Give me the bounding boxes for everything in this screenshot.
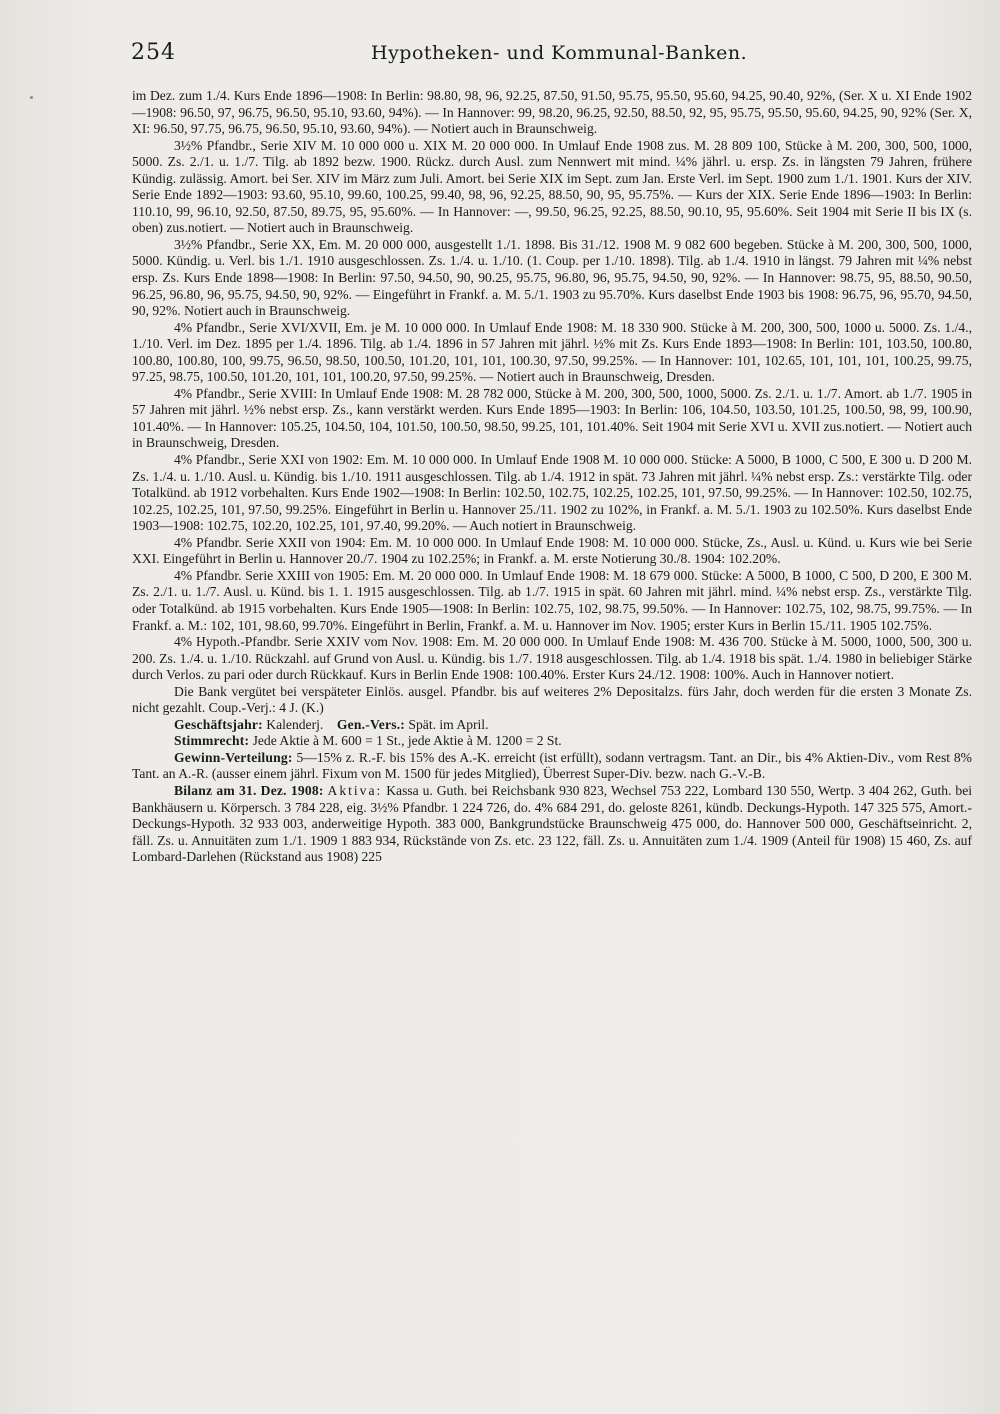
page-edge-shadow xyxy=(978,0,1000,1414)
page-header xyxy=(131,40,981,72)
body-text xyxy=(132,88,972,866)
section-text: Spät. im April. xyxy=(405,716,489,732)
section-bilanz xyxy=(132,783,972,866)
paragraph-pfandbr-xxi: 4% Pfandbr., Serie XXI von 1902: Em. M. 10 000 000. In Umlauf Ende 1908 M. 10 000 000. Stücke: A 5000, B 1000, C 500, E 300 u. D 200 M. Zs. 1./4. u. 1./10. Ausl. u. Kündig. bis 1./10. 1911 ausgeschlossen. Tilg. ab 1./4. 1912 in spät. 73 Jahren mit jährl. ¼% nebst ersp. Zs.: verstärkte Tilg. oder Totalkünd. ab 1912 vorbehalten. Kurs Ende 1902—1908: In Berlin: 102.50, 102.75, 102.25, 102.25, 101, 97.50, 99.25%. — In Hannover: 102.50, 102.75, 102.25, 102.25, 101, 97.50, 99.25%. Eingeführt in Berlin u. Hannover 25./11. 1902 zu 102%, in Frankf. a. M. 5./1. 1903 zu 102.50%. Kurs daselbst Ende 1903—1908: 102.75, 102.20, 102.25, 101, 97.40, 99.20%. — Auch notiert in Braunschweig. xyxy=(132,452,972,534)
aktiva-label: Aktiva: xyxy=(327,782,383,798)
section-text: Jede Aktie à M. 600 = 1 St., jede Aktie à M. 1200 = 2 St. xyxy=(249,733,562,749)
paragraph-pfandbr-xvi-xvii: 4% Pfandbr., Serie XVI/XVII, Em. je M. 10 000 000. In Umlauf Ende 1908: M. 18 330 900. Stücke à M. 200, 300, 500, 1000 u. 5000. Zs. 1./4., 1./10. Verl. im Dez. 1895 per 1./4. 1896. Tilg. ab 1./4. 1896 in 57 Jahren mit jährl. ½% mit Zs. Kurs Ende 1893—1908: In Berlin: 101, 103.50, 100.80, 100.80, 100.80, 100, 99.75, 96.50, 98.50, 100.50, 101.20, 101, 101, 100.30, 97.50, 99.25%. — In Hannover: 101, 102.65, 101, 101, 101, 100.25, 99.75, 97.25, 98.75, 100.50, 101.20, 101, 101, 100.20, 97.50, 99.25%. — Notiert auch in Braunschweig, Dresden. xyxy=(132,319,972,385)
paragraph-pfandbr-xviii: 4% Pfandbr., Serie XVIII: In Umlauf Ende 1908: M. 28 782 000, Stücke à M. 200, 300, 500, 1000, 5000. Zs. 2./1. u. 1./7. Amort. ab 1./7. 1905 in 57 Jahren mit jährl. ½% nebst ersp. Zs., kann verstärkt werden. Kurs Ende 1895—1903: In Berlin: 106, 104.50, 103.50, 101.25, 100.50, 98, 99, 100.90, 101.40%. — In Hannover: 105.25, 104.50, 104, 101.50, 100.50, 98.50, 99.25, 101, 101.40%. Seit 1904 mit Serie XVI u. XVII zus.notiert. — Notiert auch in Braunschweig, Dresden. xyxy=(132,385,972,451)
section-label: Stimmrecht: xyxy=(174,733,250,749)
section-label: Gewinn-Verteilung: xyxy=(174,749,293,765)
paragraph-einloesung: Die Bank vergütet bei verspäteter Einlös. ausgel. Pfandbr. bis auf weiteres 2% Depositalzs. fürs Jahr, doch werden für die ersten 3 Monate Zs. nicht gezahlt. Coup.-Verj.: 4 J. (K.) xyxy=(132,683,972,716)
section-label: Geschäftsjahr: xyxy=(174,716,263,732)
page-number: 254 xyxy=(131,40,176,65)
section-text: 5—15% z. R.-F. bis 15% des A.-K. erreicht (ist erfüllt), sodann vertragsm. Tant. an Dir., bis 4% Aktien-Div., vom Rest 8% Tant. an A.-R. (ausser einem jährl. Fixum von M. 1500 für jedes Mitglied), Überrest Super-Div. bezw. nach G.-V.-B. xyxy=(132,749,972,782)
paragraph-pfandbr-xxii: 4% Pfandbr. Serie XXII von 1904: Em. M. 10 000 000. In Umlauf Ende 1908: M. 10 000 000. Stücke, Zs., Ausl. u. Künd. u. Kurs wie bei Serie XXI. Eingeführt in Berlin u. Hannover 20./7. 1904 zu 102.25%; in Frankf. a. M. erste Notierung 30./8. 1904: 102.20%. xyxy=(132,534,972,567)
section-label: Bilanz am 31. Dez. 1908: xyxy=(174,782,324,798)
running-title: Hypotheken- und Kommunal-Banken. xyxy=(371,42,748,64)
paragraph-pfandbr-xiv-xix: 3½% Pfandbr., Serie XIV M. 10 000 000 u. XIX M. 20 000 000. In Umlauf Ende 1908 zus. M. 28 809 100, Stücke à M. 200, 300, 500, 1000, 5000. Zs. 2./1. u. 1./7. Tilg. ab 1892 bezw. 1900. Rückz. durch Ausl. zum Nennwert mit mind. ¼% jährl. u. ersp. Zs. in längsten 79 Jahren, frühere Kündig. zulässig. Amort. bei Ser. XIV im März zum Juli. Amort. bei Serie XIX im Sept. zum Jan. Erste Verl. im Sept. 1900 zum 1./1. 1901. Kurs der XIV. Serie Ende 1892—1903: 93.60, 95.10, 99.60, 100.25, 99.40, 98, 96, 92.25, 88.50, 90, 95, 95.75%. — Kurs der XIX. Serie Ende 1896—1903: In Berlin: 110.10, 99, 96.10, 92.50, 87.50, 89.75, 95, 95.60%. — In Hannover: —, 99.50, 96.25, 92.25, 88.50, 90.10, 95, 95.60%. Seit 1904 mit Serie II bis IX (s. oben) zus.notiert. — Notiert auch in Braunschweig. xyxy=(132,137,972,236)
section-geschaeftsjahr xyxy=(132,717,972,734)
section-gewinn-verteilung xyxy=(132,750,972,783)
section-text: Kassa u. Guth. bei Reichsbank 930 823, Wechsel 753 222, Lombard 130 550, Wertp. 3 404 262, Guth. bei Bankhäusern u. Körpersch. 3 784 228, eig. 3½% Pfandbr. 1 224 726, do. 4% 684 291, do. geloste 8261, kündb. Deckungs-Hypoth. 147 325 575, Amort.-Deckungs-Hypoth. 32 933 003, anderweitige Hypoth. 383 000, Bankgrundstücke Braunschweig 475 000, do. Hannover 500 000, Geschäftseinricht. 2, fäll. Zs. u. Annuitäten zum 1./1. 1909 1 883 934, Rückstände von Zs. etc. 23 122, fäll. Zs. u. Annuitäten zum 1./4. 1909 (Anteil für 1908) 15 460, Zs. auf Lombard-Darlehen (Rückstand aus 1908) 225 xyxy=(132,782,973,865)
section-text: Kalenderj. xyxy=(262,716,324,732)
paragraph-pfandbr-xx: 3½% Pfandbr., Serie XX, Em. M. 20 000 000, ausgestellt 1./1. 1898. Bis 31./12. 1908 M. 9 082 600 begeben. Stücke à M. 200, 300, 500, 1000, 5000. Kündig. u. Verl. bis 1./1. 1910 ausgeschlossen. Zs. 1./4. u. 1./10. (1. Coup. per 1./10. 1898). Tilg. ab 1./4. 1910 in längst. 79 Jahren mit ¼% nebst ersp. Zs. Kurs Ende 1898—1908: In Berlin: 97.50, 94.50, 90, 90.25, 95.75, 96.80, 96, 95.75, 94.50, 90, 92%. — In Hannover: 98.75, 95, 88.50, 90.50, 96.25, 96.80, 96, 95.75, 94.50, 90, 92%. — Eingeführt in Frankf. a. M. 5./1. 1903 zu 95.70%. Kurs daselbst Ende 1903 bis 1908: 96.75, 96, 95.70, 94.50, 90, 92%. Notiert auch in Braunschweig. xyxy=(132,236,972,319)
paragraph-pfandbr-xxiii: 4% Pfandbr. Serie XXIII von 1905: Em. M. 20 000 000. In Umlauf Ende 1908: M. 18 679 000. Stücke: A 5000, B 1000, C 500, D 200, E 300 M. Zs. 2./1. u. 1./7. Ausl. u. Künd. bis 1. 1. 1915 ausgeschlossen. Tilg. ab 1./7. 1915 in spät. 60 Jahren mit jährl. mind. ¼% nebst ersp. Zs., verstärkte Tilg. oder Totalkünd. ab 1915 vorbehalten. Kurs Ende 1905—1908: In Berlin: 102.75, 102, 98.75, 99.50%. — In Hannover: 102.75, 102, 98.75, 99.75%. — In Frankf. a. M.: 102, 101, 98.60, 99.70%. Eingeführt in Berlin, Frankf. a. M. u. Hannover im Nov. 1905; erster Kurs in Berlin 15./11. 1905 102.75%. xyxy=(132,567,972,633)
paragraph-continuation: im Dez. zum 1./4. Kurs Ende 1896—1908: In Berlin: 98.80, 98, 96, 92.25, 87.50, 91.50, 95.75, 95.50, 95.60, 94.25, 90.40, 92%, (Ser. X u. XI Ende 1902—1908: 96.50, 97, 96.75, 96.50, 95.10, 93.60, 94%). — In Hannover: 99, 98.20, 96.25, 92.50, 88.50, 92, 95, 95.75, 95.50, 95.60, 94.25, 90, 92% (Ser. X, XI: 96.50, 97.75, 96.75, 96.50, 95.10, 93.60, 94%). — Notiert auch in Braunschweig. xyxy=(132,88,972,137)
paragraph-pfandbr-xxiv: 4% Hypoth.-Pfandbr. Serie XXIV vom Nov. 1908: Em. M. 20 000 000. In Umlauf Ende 1908: M. 436 700. Stücke à M. 5000, 1000, 500, 300 u. 200. Zs. 1./4. u. 1./10. Rückzahl. auf Grund von Ausl. u. Kündig. bis 1./7. 1918 ausgeschlossen. Tilg. ab 1./4. 1918 bis spät. 1./4. 1980 in beliebiger Stärke durch Verlos. zu pari oder durch Rückkauf. Kurs in Berlin Ende 1908: 100.40%. Erster Kurs 24./12. 1908: 100%. Auch in Hannover notiert. xyxy=(132,634,972,683)
section-label: Gen.-Vers.: xyxy=(336,716,406,732)
scan-speck xyxy=(30,96,33,99)
section-stimmrecht xyxy=(132,733,972,750)
